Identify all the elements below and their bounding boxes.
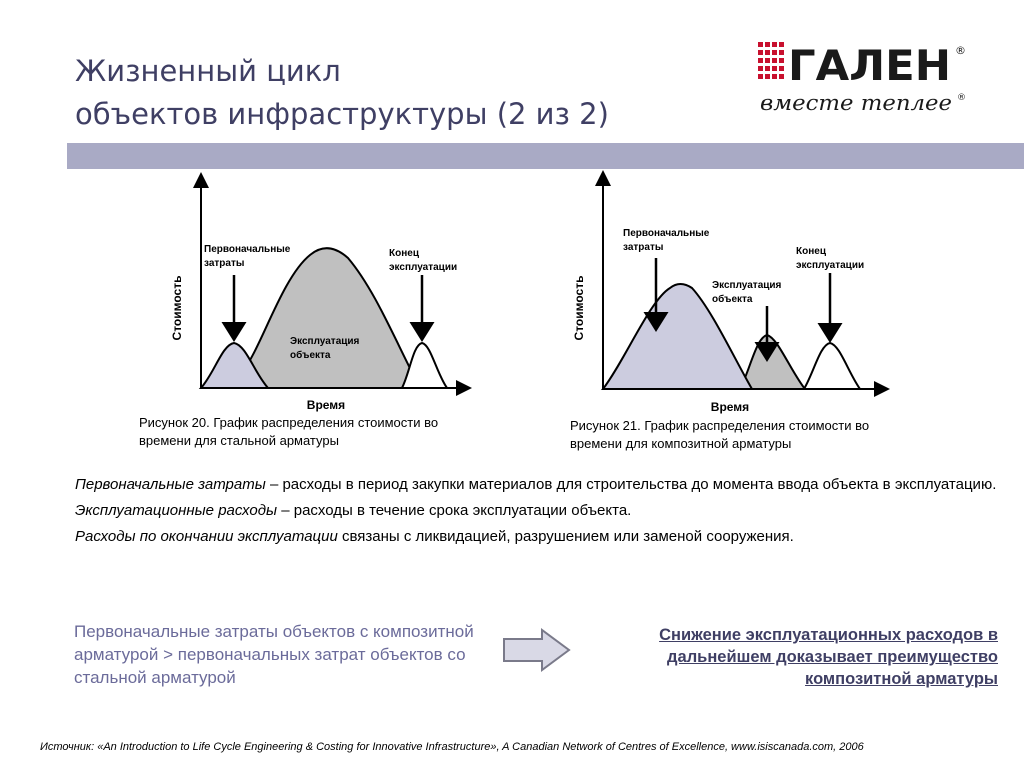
definition-text: связаны с ликвидацией, разрушением или заменой сооружения. (337, 528, 794, 545)
logo-tagline: вместе теплее (760, 91, 952, 115)
composite-operation-label-2: объекта (712, 294, 753, 305)
title-line-1: Жизненный цикл (75, 54, 341, 88)
definition-operating-costs (75, 500, 1005, 521)
figure-21-caption (570, 417, 869, 453)
composite-operation-label-1: Эксплуатация (712, 280, 782, 291)
steel-initial-label-2: затраты (204, 258, 245, 269)
steel-operation-label-1: Эксплуатация (290, 336, 360, 347)
logo-tagline-registered-mark: ® (957, 93, 966, 103)
figure-20-caption (139, 414, 438, 450)
steel-end-label-2: эксплуатации (389, 262, 458, 273)
right-arrow-icon (502, 628, 572, 672)
definition-text: – расходы в течение срока эксплуатации объекта. (277, 502, 632, 519)
conclusion-statement: Снижение эксплуатационных расходов в дальнейшем доказывает преимущество композитной арматуры (659, 626, 998, 688)
steel-initial-label-1: Первоначальные (204, 244, 291, 255)
figure-composite-chart (572, 178, 882, 414)
definition-end-of-life-costs (75, 526, 1005, 547)
definitions (75, 474, 1005, 552)
source-citation: Источник: «An Introduction to Life Cycle Engineering & Costing for Innovative Infrastructure», A Canadian Network of Centres of Excellence, www.isiscanada.com, 2006 (40, 741, 864, 753)
definition-text: – расходы в период закупки материалов для строительства до момента ввода объекта в эксплуатацию. (265, 476, 997, 493)
definition-term: Эксплуатационные расходы (75, 502, 278, 519)
figure-21-caption-line-2: времени для композитной арматуры (570, 436, 792, 451)
logo-registered-mark: ® (955, 44, 966, 57)
logo-wordmark: ГАЛЕН (788, 41, 951, 90)
figure-20-caption-line-2: времени для стальной арматуры (139, 433, 339, 448)
steel-end-label-1: Конец (389, 248, 419, 259)
definition-initial-costs (75, 474, 1005, 495)
composite-y-axis-label: Стоимость (572, 275, 586, 341)
composite-initial-label-1: Первоначальные (623, 228, 710, 239)
comparison-statement: Первоначальные затраты объектов с композитной арматурой > первоначальных затрат объектов со стальной арматурой (74, 622, 474, 687)
composite-end-label-1: Конец (796, 246, 826, 257)
composite-x-axis-label: Время (710, 400, 750, 414)
definition-term: Первоначальные затраты (75, 476, 266, 493)
composite-initial-label-2: затраты (623, 242, 664, 253)
composite-end-label-2: эксплуатации (796, 260, 865, 271)
definition-term: Расходы по окончании эксплуатации (75, 528, 338, 545)
composite-operation-shape (740, 335, 805, 389)
title-line-2: объектов инфраструктуры (2 из 2) (75, 97, 609, 131)
figure-steel-chart (170, 180, 464, 412)
figure-20-caption-line-1: Рисунок 20. График распределения стоимости во (139, 415, 439, 430)
figure-21-caption-line-1: Рисунок 21. График распределения стоимости во (570, 418, 870, 433)
steel-y-axis-label: Стоимость (170, 275, 184, 341)
steel-operation-label-2: объекта (290, 350, 331, 361)
steel-x-axis-label: Время (306, 398, 346, 412)
composite-end-shape (804, 343, 860, 389)
